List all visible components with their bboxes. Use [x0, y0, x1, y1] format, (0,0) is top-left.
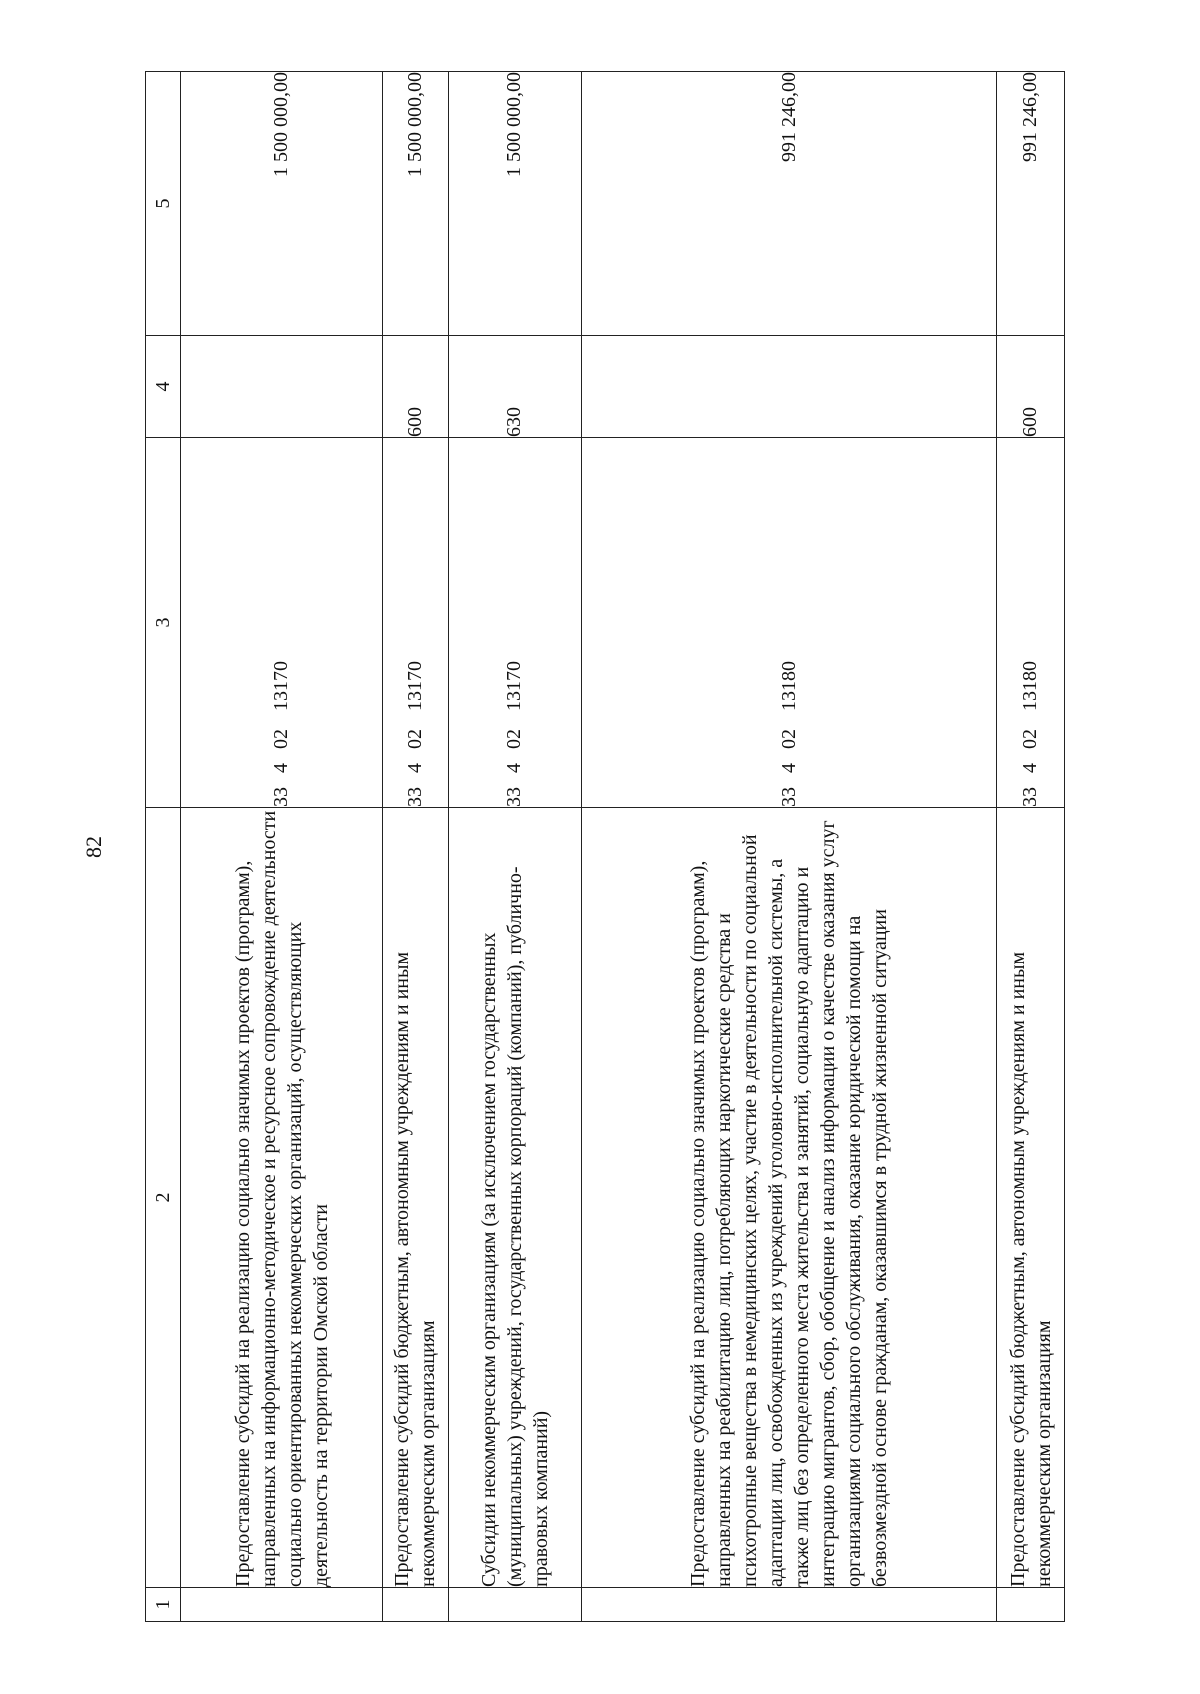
code-activity: 02 — [403, 729, 426, 749]
page-number: 82 — [81, 836, 106, 858]
description-text: Предоставление субсидий бюджетным, автономным учреждениям и иным некоммерческим организациям — [391, 951, 440, 1587]
table-row — [383, 72, 449, 1622]
code-subprogram: 4 — [403, 763, 426, 773]
code-cell — [581, 438, 996, 808]
code-cell — [997, 438, 1065, 808]
code-program: 33 — [777, 787, 800, 807]
code-cell — [448, 438, 581, 808]
type-cell: 600 — [997, 336, 1065, 438]
code-direction: 13170 — [270, 661, 293, 711]
row-number-cell — [181, 1588, 383, 1622]
description-text: Субсидии некоммерческим организациям (за исключением государственных (муниципальных) учреждений, государственных корпораций (компаний), публично-правовых компаний) — [477, 866, 552, 1587]
rotated-table-wrapper — [145, 72, 1065, 1622]
code-program: 33 — [270, 787, 293, 807]
description-cell — [581, 808, 996, 1588]
budget-table — [145, 71, 1065, 1622]
description-cell — [181, 808, 383, 1588]
table-row — [181, 72, 383, 1622]
row-number-cell — [997, 1588, 1065, 1622]
code-activity: 02 — [503, 729, 526, 749]
code-direction: 13170 — [503, 661, 526, 711]
amount-cell: 1 500 000,00 — [448, 72, 581, 336]
type-cell — [181, 336, 383, 438]
code-direction: 13180 — [777, 661, 800, 711]
code-subprogram: 4 — [1019, 763, 1042, 773]
code-activity: 02 — [270, 729, 293, 749]
description-cell — [448, 808, 581, 1588]
amount-cell: 1 500 000,00 — [383, 72, 449, 336]
table-row — [448, 72, 581, 1622]
table-row — [997, 72, 1065, 1622]
code-subprogram: 4 — [777, 763, 800, 773]
code-activity: 02 — [1019, 729, 1042, 749]
row-number-cell — [383, 1588, 449, 1622]
header-col-5: 5 — [146, 72, 181, 336]
description-text: Предоставление субсидий на реализацию социально значимых проектов (программ), направленных на информационно-методическое и ресурсное сопровождение деятельности социально ориентированных некоммерческих организаций, осуществляющих деятельность на территории Омской области — [231, 810, 332, 1587]
code-program: 33 — [1019, 787, 1042, 807]
description-text: Предоставление субсидий бюджетным, автономным учреждениям и иным некоммерческим организациям — [1006, 951, 1055, 1587]
code-cell — [181, 438, 383, 808]
table-row — [581, 72, 996, 1622]
header-col-4: 4 — [146, 336, 181, 438]
amount-cell: 1 500 000,00 — [181, 72, 383, 336]
code-program: 33 — [403, 787, 426, 807]
row-number-cell — [448, 1588, 581, 1622]
code-direction: 13170 — [403, 661, 426, 711]
description-cell — [383, 808, 449, 1588]
type-cell: 630 — [448, 336, 581, 438]
header-col-3: 3 — [146, 438, 181, 808]
type-cell — [581, 336, 996, 438]
code-subprogram: 4 — [270, 763, 293, 773]
type-cell: 600 — [383, 336, 449, 438]
header-col-1: 1 — [146, 1588, 181, 1622]
code-program: 33 — [503, 787, 526, 807]
description-cell — [997, 808, 1065, 1588]
amount-cell: 991 246,00 — [581, 72, 996, 336]
code-subprogram: 4 — [503, 763, 526, 773]
amount-cell: 991 246,00 — [997, 72, 1065, 336]
header-col-2: 2 — [146, 808, 181, 1588]
code-cell — [383, 438, 449, 808]
description-text: Предоставление субсидий на реализацию социально значимых проектов (программ), направленных на реабилитацию лиц, потребляющих наркотические средства и психотропные вещества в немедицинских целях, участие в деятельности по социальной адаптации лиц, освобожденных из учреждений уголовно-исполнительной системы, а также лиц без определенного места жительства и занятий, социальную адаптацию и интеграцию мигрантов, сбор, обобщение и анализ информации о качестве оказания услуг организациями социального обслуживания, оказание юридической помощи на безвозмездной основе гражданам, оказавшимся в трудной жизненной ситуации — [687, 820, 892, 1587]
row-number-cell — [581, 1588, 996, 1622]
code-direction: 13180 — [1019, 661, 1042, 711]
table-header-row — [146, 72, 181, 1622]
code-activity: 02 — [777, 729, 800, 749]
